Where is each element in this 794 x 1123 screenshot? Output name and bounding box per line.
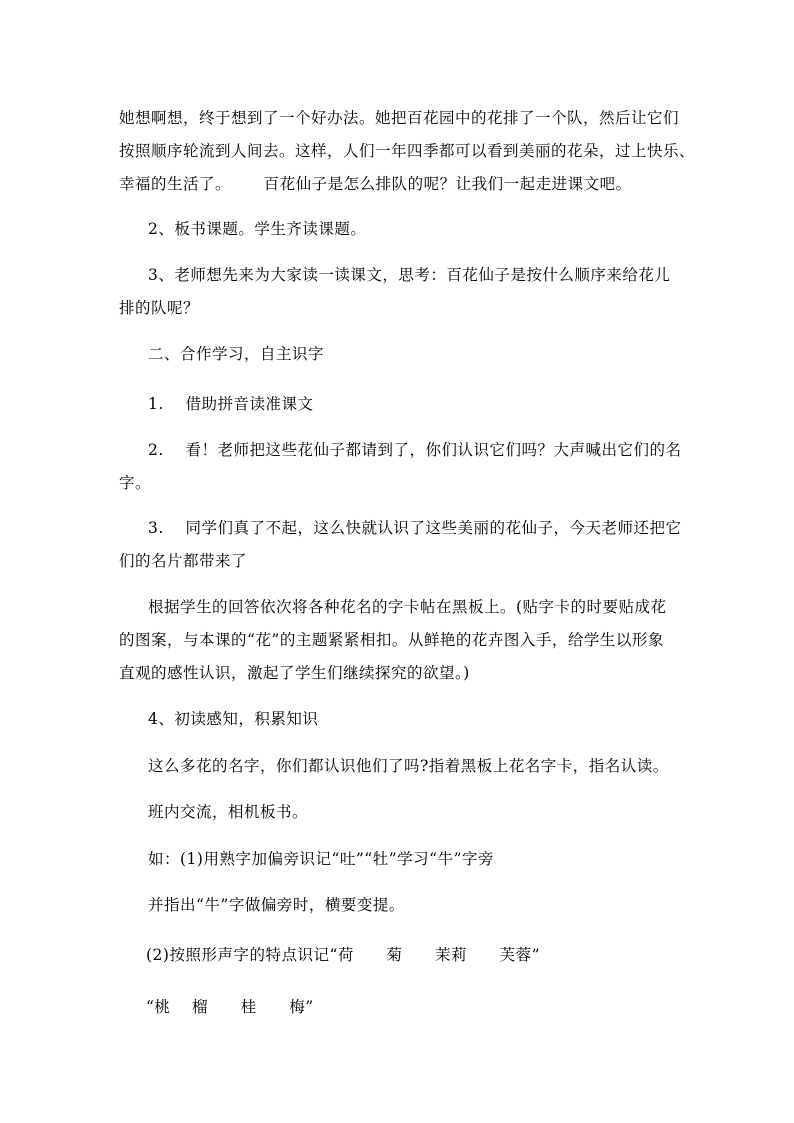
text-line: 幸福的生活了。 百花仙子是怎么排队的呢？让我们一起走进课文吧。 [119, 175, 632, 193]
text-line: 4、初读感知，积累知识 [148, 710, 319, 728]
text-line: 她想啊想，终于想到了一个好办法。她把百花园中的花排了一个队，然后让它们 [119, 109, 680, 127]
text-line: “桃 榴 桂 梅” [146, 998, 314, 1016]
text-line: 按照顺序轮流到人间去。这样，人们一年四季都可以看到美丽的花朵，过上快乐、 [119, 142, 696, 160]
text-line: 这么多花的名字，你们都认识他们了吗?指着黑板上花名字卡，指名认读。 [148, 757, 669, 775]
text-line: 的图案，与本课的“花”的主题紧紧相扣。从鲜艳的花卉图入手，给学生以形象 [119, 631, 664, 649]
text-line: 2. 看！老师把这些花仙子都请到了，你们认识它们吗？大声喊出它们的名 [148, 441, 682, 459]
text-line: 班内交流，相机板书。 [148, 803, 309, 821]
text-line: 3. 同学们真了不起，这么快就认识了这些美丽的花仙子，今天老师还把它 [148, 519, 682, 537]
section-heading: 二、合作学习，自主识字 [148, 345, 325, 363]
text-line: 们的名片都带来了 [119, 552, 248, 570]
text-line: 如：(1)用熟字加偏旁识记“吐”“牡”学习“牛”字旁 [148, 850, 495, 868]
text-line: 并指出“牛”字做偏旁时，横要变提。 [148, 896, 405, 914]
text-line: 排的队呢？ [119, 299, 200, 317]
text-line: 3、老师想先来为大家读一读课文，思考：百花仙子是按什么顺序来给花儿 [148, 266, 671, 284]
text-line: 直观的感性认识，激起了学生们继续探究的欲望。) [119, 664, 470, 682]
text-line: 2、板书课题。学生齐读课题。 [148, 220, 367, 238]
text-line: 字。 [119, 474, 152, 492]
text-line: (2)按照形声字的特点识记“荷 菊 茉莉 芙蓉” [146, 946, 540, 964]
text-line: 根据学生的回答依次将各种花名的字卡帖在黑板上。(贴字卡的时要贴成花 [148, 598, 667, 616]
text-line: 1. 借助拼音读准课文 [148, 395, 314, 413]
